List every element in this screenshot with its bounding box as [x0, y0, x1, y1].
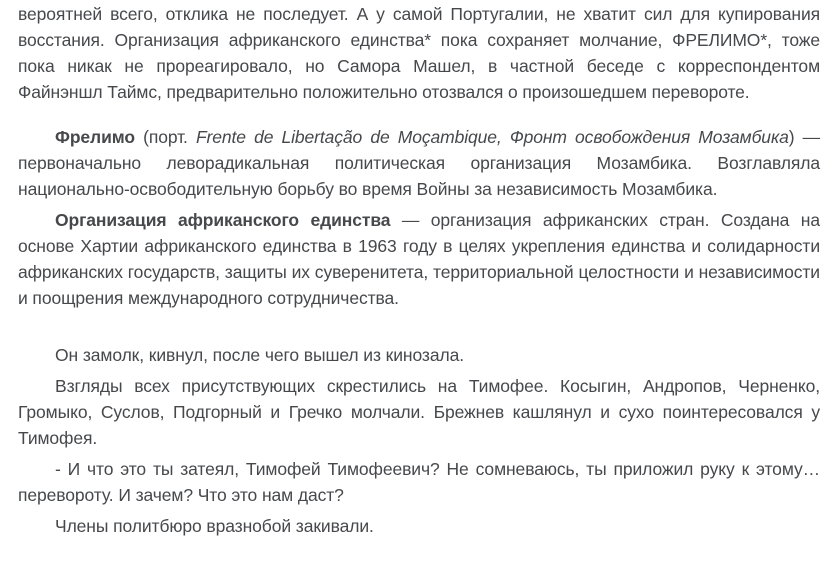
paragraph-narrative-politburo-stares	[18, 373, 820, 451]
text-run: - И что это ты затеял, Тимофей Тимофеевич? Не сомневаюсь, ты приложил руку к этому… перевороту. И зачем? Что это нам даст?	[18, 459, 820, 505]
paragraph-narrative-exit-cinema	[18, 342, 820, 368]
text-run: (порт.	[134, 127, 196, 147]
paragraph-main-text-continuation	[18, 1, 820, 105]
paragraph-narrative-politburo-nods	[18, 513, 820, 539]
paragraph-dialogue-brezhnev-question	[18, 456, 820, 508]
text-run: — организация африканских стран. Создана на основе Хартии африканского единства в 1963 году в целях укрепления единства и солидарности африканских государств, защиты их суверенитета, территориальной целостности и независимости и поощрения международного сотрудничества.	[18, 210, 820, 308]
text-run: ) — первоначально леворадикальная политическая организация Мозамбика. Возглавляла национально-освободительную борьбу во время Войны за независимость Мозамбика.	[18, 127, 821, 199]
text-run: Он замолк, кивнул, после чего вышел из кинозала.	[55, 345, 464, 365]
text-run: Взгляды всех присутствующих скрестились на Тимофее. Косыгин, Андропов, Черненко, Громыко, Суслов, Подгорный и Гречко молчали. Брежнев кашлянул и сухо поинтересовался у Тимофея.	[18, 376, 820, 448]
footnote-portuguese-name: Frente de Libertação de Moçambique, Фронт освобождения Мозамбика	[195, 127, 789, 147]
paragraph-footnote-oau	[18, 207, 820, 311]
text-run: Члены политбюро вразнобой закивали.	[55, 516, 374, 536]
text-run: вероятней всего, отклика не последует. А у самой Португалии, не хватит сил для купирования восстания. Организация африканского единства* пока сохраняет молчание, ФРЕЛИМО*, тоже пока никак не прореагировало, но Самора Машел, в частной беседе с корреспондентом Файнэншл Таймс, предварительно положительно отозвался о произошедшем перевороте.	[18, 4, 820, 102]
footnote-term-frelimo: Фрелимо	[55, 127, 135, 147]
footnote-term-oau: Организация африканского единства	[55, 210, 391, 230]
paragraph-footnote-frelimo	[18, 124, 820, 202]
